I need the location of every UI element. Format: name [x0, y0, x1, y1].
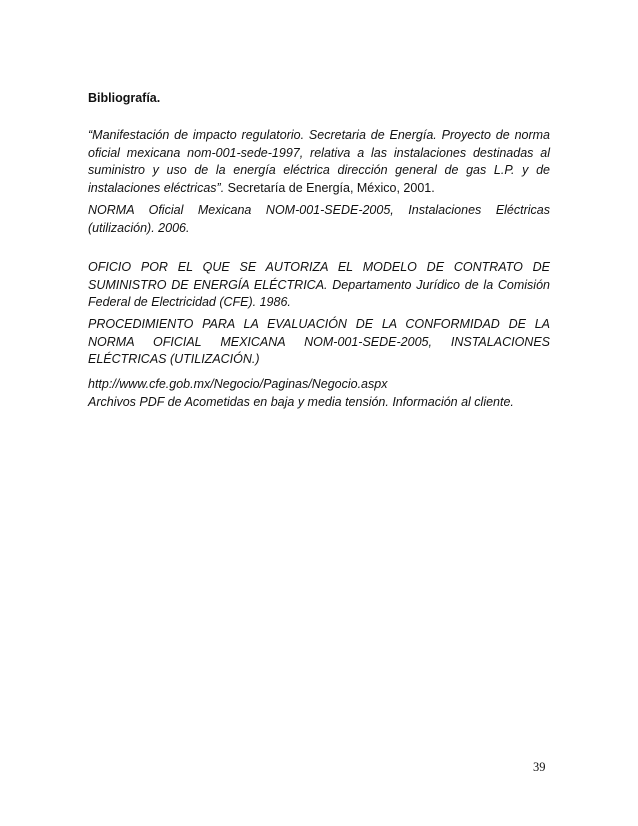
page-number: 39 [533, 760, 546, 774]
entry-title: OFICIO POR EL QUE SE AUTORIZA EL MODELO DE CONTRATO DE SUMINISTRO DE ENERGÍA ELÉCTRICA. Departamento Jurídico de la Comisión Federal de Electricidad (CFE). 1986. [88, 260, 550, 309]
web-reference-description: Archivos PDF de Acometidas en baja y media tensión. Información al cliente. [88, 394, 514, 409]
bibliography-heading: Bibliografía. [88, 91, 161, 105]
bibliography-entry [88, 316, 550, 369]
bibliography-entry [88, 202, 550, 237]
web-reference-entry [88, 376, 550, 411]
bibliography-entry [88, 259, 550, 312]
entry-title: “Manifestación de impacto regulatorio. Secretaria de Energía. Proyecto de norma oficial mexicana nom-001-sede-1997, relativa a las instalaciones destinadas al suministro y uso de la energía eléctrica dirección general de gas L.P. y de instalaciones eléctricas”. [88, 128, 550, 195]
entry-publisher: Secretaría de Energía, México, 2001. [224, 180, 435, 195]
bibliography-entry [88, 127, 550, 197]
web-reference-url: http://www.cfe.gob.mx/Negocio/Paginas/Negocio.aspx [88, 377, 388, 391]
entry-title: NORMA Oficial Mexicana NOM-001-SEDE-2005, Instalaciones Eléctricas (utilización). 2006. [88, 203, 550, 235]
entry-title: PROCEDIMIENTO PARA LA EVALUACIÓN DE LA CONFORMIDAD DE LA NORMA OFICIAL MEXICANA NOM-001-SEDE-2005, INSTALACIONES ELÉCTRICAS (UTILIZACIÓN.) [88, 317, 550, 366]
